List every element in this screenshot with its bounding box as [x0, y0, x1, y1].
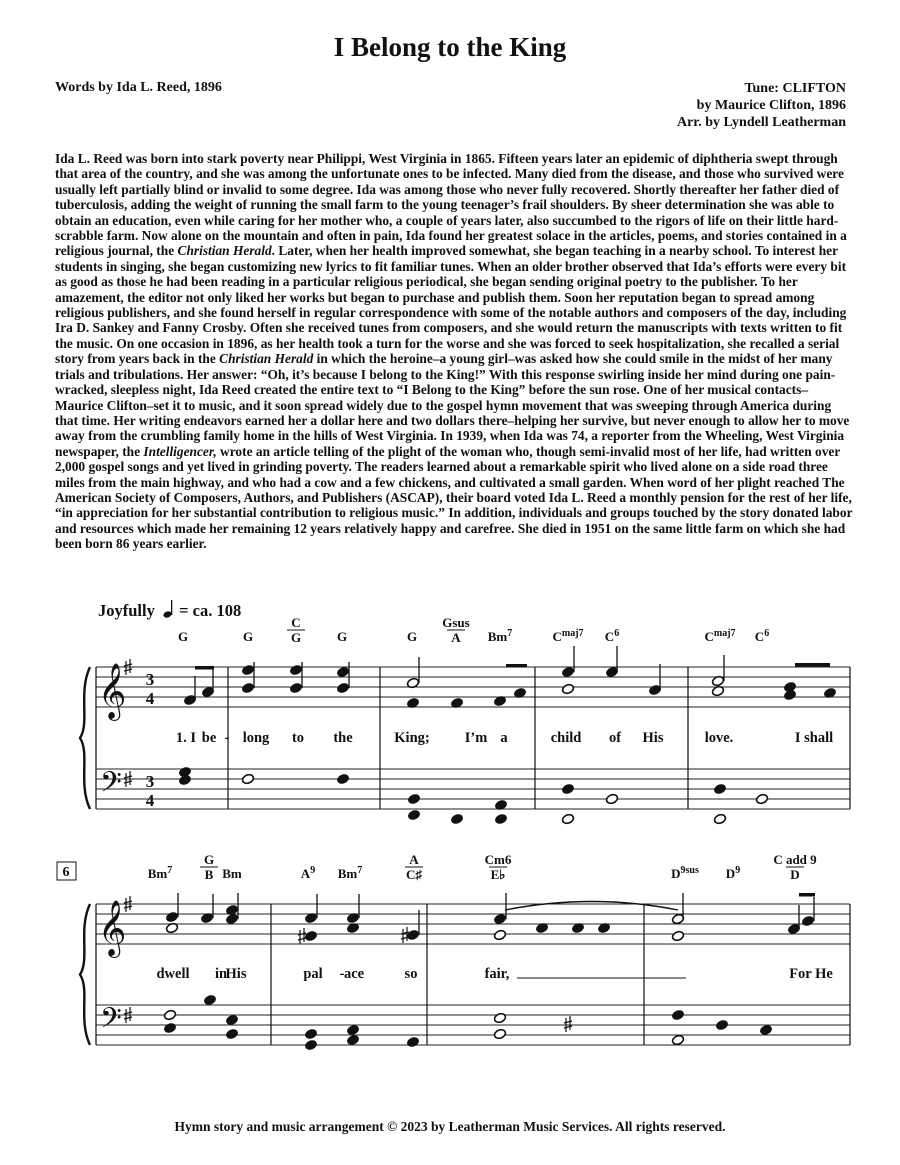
- story-italic-title: Christian Herald: [177, 243, 272, 259]
- lyric-syllable: His: [642, 730, 664, 746]
- chord-denominator: C♯: [406, 867, 422, 882]
- chord-extension: 7: [167, 865, 173, 876]
- chord-extension: 6: [614, 628, 620, 639]
- chord-numerator: A: [409, 852, 419, 867]
- note-head: [163, 1009, 176, 1021]
- story-text: wrote an article telling of the plight of the woman who, though semi-invalid most of her life, had written over 2,000 gospel songs and yet lived in grinding poverty. The readers learned about a remarkable spirit who lived alone on a side road three miles from the main highway, and who had a cow and a few chickens, and cultivated a small garden. When word of her plight reached The American Society of Composers, Authors, and Publishers (ASCAP), their board voted Ida L. Reed a monthly pension for the rest of her life, “in appreciation for her substantial contribution to religious music.” In addition, individuals and groups touched by the story donated labor and resources which made her remaining 12 years relatively happy and carefree. She died in 1951 on the same little farm on which she had been born 86 years earlier.: [55, 443, 853, 552]
- lyric-syllable: so: [404, 966, 418, 982]
- note-head: [406, 1036, 419, 1048]
- beam: [506, 664, 527, 668]
- note-head: [671, 930, 684, 942]
- chord-root: C: [552, 629, 562, 644]
- chord-root: C: [704, 629, 714, 644]
- chord-symbol: [755, 628, 769, 644]
- chord-numerator: Gsus: [442, 615, 470, 630]
- chord-symbol: [337, 629, 347, 644]
- note-head: [783, 689, 796, 701]
- chord-root: Bm: [147, 866, 168, 881]
- copyright-footer: Hymn story and music arrangement © 2023 by Leatherman Music Services. All rights reserved.: [174, 1119, 726, 1134]
- note-head: [493, 1028, 506, 1040]
- chord-denominator: E♭: [490, 867, 506, 882]
- chord-root: G: [336, 629, 348, 644]
- chord-root: Bm: [487, 629, 508, 644]
- lyric-syllable: -: [224, 730, 230, 746]
- story-text: in which the heroine–a young girl–was asked how she could smile in the midst of her many trials and tribulations. Her answer: “Oh, it’s because I belong to the King!” With this response swirling inside her mind during one pain-wracked, sleepless night, Ida Reed created the entire text to “I Belong to the King” before the sun rose. One of her musical contacts–Maurice Clifton–set it to music, and it soon spread widely due to the gospel hymn movement that was sweeping through America during that time. Her writing endeavors earned her a dollar here and two dollars there–helping her survive, but never enough to allow her to move away from the crumbling family home in the hills of West Virginia. In 1939, when Ida was 74, a reporter from the Wheeling, West Virginia newspaper, the: [55, 351, 850, 459]
- chord-symbol: [726, 865, 740, 881]
- treble-clef-icon: 𝄞: [98, 902, 127, 955]
- note-head: [165, 911, 178, 923]
- chord-extension: 9sus: [680, 865, 699, 876]
- note-head: [713, 783, 726, 795]
- note-head: [713, 813, 726, 825]
- lyric-syllable: child: [550, 730, 582, 746]
- chord-symbol: [301, 865, 315, 881]
- chord-numerator: G: [203, 852, 215, 867]
- chord-extension: 7: [507, 628, 513, 639]
- note-head: [241, 664, 254, 676]
- note-head: [407, 793, 420, 805]
- tempo-word: Joyfully: [98, 601, 155, 620]
- lyric-syllable: long: [242, 730, 270, 746]
- sharp-icon: [298, 928, 306, 944]
- note-head: [493, 1012, 506, 1024]
- treble-clef-icon: 𝄞: [98, 665, 127, 718]
- chord-symbol: [222, 866, 242, 881]
- note-head: [346, 1034, 359, 1046]
- lyric-syllable: be: [201, 730, 217, 746]
- note-head: [561, 666, 574, 678]
- chord-root: C: [604, 629, 615, 644]
- arranger-credit: Arr. by Lyndell Leatherman: [676, 115, 846, 130]
- composer-credit: by Maurice Clifton, 1896: [696, 98, 846, 113]
- lyric-syllable: 1. I: [175, 730, 197, 746]
- chord-numerator: C add 9: [773, 852, 817, 867]
- note-head: [163, 1022, 176, 1034]
- note-head: [561, 783, 574, 795]
- chord-numerator: Cm6: [484, 852, 512, 867]
- chord-numerator: C: [291, 615, 301, 630]
- chord-symbol: [605, 628, 619, 644]
- chord-root: D: [725, 866, 736, 881]
- chord-extension: maj7: [561, 628, 584, 639]
- note-head: [561, 683, 574, 695]
- chord-extension: 6: [764, 628, 770, 639]
- tune-name: Tune: CLIFTON: [744, 81, 846, 96]
- beam: [795, 663, 830, 667]
- lyric-syllable: I shall: [794, 730, 834, 746]
- measure-number: 6: [62, 865, 70, 880]
- lyric-syllable: the: [333, 730, 353, 746]
- note-head: [289, 682, 302, 694]
- chord-symbol: [552, 628, 583, 644]
- lyric-syllable: a: [500, 730, 508, 746]
- story-italic-title: Christian Herald: [219, 351, 314, 367]
- note-head: [715, 1019, 728, 1031]
- tie-curve: [505, 902, 678, 911]
- chord-denominator: B: [204, 867, 214, 882]
- chord-root: G: [242, 629, 254, 644]
- note-head: [225, 913, 238, 925]
- story-text: . Later, when her health improved somewhat, she began teaching in a nearby school. To interest her students in singing, she began customizing new lyrics to fit familiar tunes. When an older brother observed that Ida’s efforts were every bit as good as those he had been reading in a particular religious periodical, she began sending original poetry to the publisher. To her amazement, the editor not only liked her works but began to purchase and publish them. Soon her reputation began to spread among religious publishers, and she found herself in regular correspondence with some of the notable authors and composers of the day, including Ira D. Sankey and Fanny Crosby. Often she received tunes from composers, and she would return the manuscripts with texts written to fit the music. On one occasion in 1896, as her health took a turn for the worse and she was forced to seek hospitalization, she recalled a serial story from years back in the: [55, 243, 847, 367]
- note-head: [336, 682, 349, 694]
- chord-root: A: [300, 866, 311, 881]
- chord-extension: maj7: [713, 628, 736, 639]
- note-head: [304, 1028, 317, 1040]
- story-italic-title: Intelligencer,: [143, 443, 217, 459]
- chord-symbol: [338, 865, 363, 881]
- lyric-syllable: -: [339, 966, 345, 982]
- chord-symbol: [671, 865, 699, 881]
- note-head: [178, 766, 191, 778]
- note-head: [755, 793, 768, 805]
- chord-extension: 9: [735, 865, 741, 876]
- time-sig-bottom: 4: [145, 689, 155, 708]
- note-head: [225, 1028, 238, 1040]
- bass-clef-icon: 𝄢: [100, 768, 122, 805]
- story-text: Ida L. Reed was born into stark poverty near Philippi, West Virginia in 1865. Fifteen years later an epidemic of diphtheria swept through that area of the country, and she was among the unfortunate ones to be infected. Many died from the disease, and those who survived were usually left partially blind or invalid to some degree. Ida was among those who never fully recovered. Shortly thereafter her father died of tuberculosis, adding the weight of running the small farm to the young teenager’s frail shoulders. By sheer determination she was able to obtain an education, even while caring for her mother who, a couple of years later, also succumbed to the rigors of life on their little hard-scrabble farm. Now alone on the mountain and often in pain, Ida found her greatest solace in the articles, poems, and stories contained in a religious journal, the: [55, 151, 847, 259]
- lyric-syllable: pal: [303, 966, 323, 982]
- note-head: [203, 994, 216, 1006]
- lyric-syllable: His: [225, 966, 247, 982]
- note-head: [346, 1024, 359, 1036]
- chord-symbol: [704, 628, 735, 644]
- time-sig-bottom: 4: [145, 791, 155, 810]
- lyric-syllable: dwell: [156, 966, 190, 982]
- chord-denominator: D: [790, 867, 800, 882]
- lyric-syllable: to: [291, 730, 305, 746]
- note-head: [759, 1024, 772, 1036]
- grand-staff-brace: [80, 667, 90, 809]
- time-sig-top: 3: [145, 670, 155, 689]
- chord-extension: 9: [310, 865, 316, 876]
- chord-symbol: [178, 629, 188, 644]
- chord-denominator: A: [451, 630, 461, 645]
- words-credit: Words by Ida L. Reed, 1896: [55, 80, 222, 95]
- note-head: [406, 929, 419, 941]
- note-head: [450, 813, 463, 825]
- chord-root: Bm: [337, 866, 358, 881]
- lyric-syllable: love.: [704, 730, 734, 746]
- chord-denominator: G: [290, 630, 302, 645]
- time-sig-top: 3: [145, 772, 155, 791]
- note-head: [605, 793, 618, 805]
- sharp-icon: [564, 1016, 572, 1032]
- note-head: [561, 813, 574, 825]
- tempo-value: = ca. 108: [179, 601, 242, 620]
- lyric-syllable: King;: [394, 730, 430, 746]
- note-head: [407, 809, 420, 821]
- lyric-syllable: I’m: [464, 730, 488, 746]
- chord-root: C: [754, 629, 765, 644]
- note-head: [671, 1034, 684, 1046]
- lyric-syllable: ace: [343, 966, 365, 982]
- note-head: [493, 929, 506, 941]
- chord-root: D: [671, 866, 681, 881]
- lyric-syllable: For He: [789, 966, 833, 982]
- lyric-syllable: in: [214, 966, 228, 982]
- chord-root: Bm: [222, 866, 242, 881]
- chord-symbol: [243, 629, 253, 644]
- beam: [799, 893, 815, 897]
- chord-symbol: [407, 629, 417, 644]
- note-head: [241, 682, 254, 694]
- beam: [195, 666, 214, 670]
- chord-extension: 7: [357, 865, 363, 876]
- page-title: I Belong to the King: [333, 32, 567, 62]
- note-head: [225, 1014, 238, 1026]
- chord-root: G: [177, 629, 189, 644]
- note-head: [671, 1009, 684, 1021]
- grand-staff-brace: [80, 904, 90, 1045]
- lyric-syllable: fair,: [484, 966, 510, 982]
- chord-symbol: [148, 865, 173, 881]
- note-head: [289, 664, 302, 676]
- note-head: [336, 666, 349, 678]
- note-head: [304, 1039, 317, 1051]
- bass-clef-icon: 𝄢: [100, 1004, 122, 1041]
- chord-symbol: [488, 628, 513, 644]
- note-head: [493, 913, 506, 925]
- note-head: [304, 930, 317, 942]
- lyric-syllable: of: [608, 730, 622, 746]
- note-head: [494, 813, 507, 825]
- chord-root: G: [406, 629, 418, 644]
- note-head: [336, 773, 349, 785]
- note-head: [241, 773, 254, 785]
- note-head: [801, 915, 814, 927]
